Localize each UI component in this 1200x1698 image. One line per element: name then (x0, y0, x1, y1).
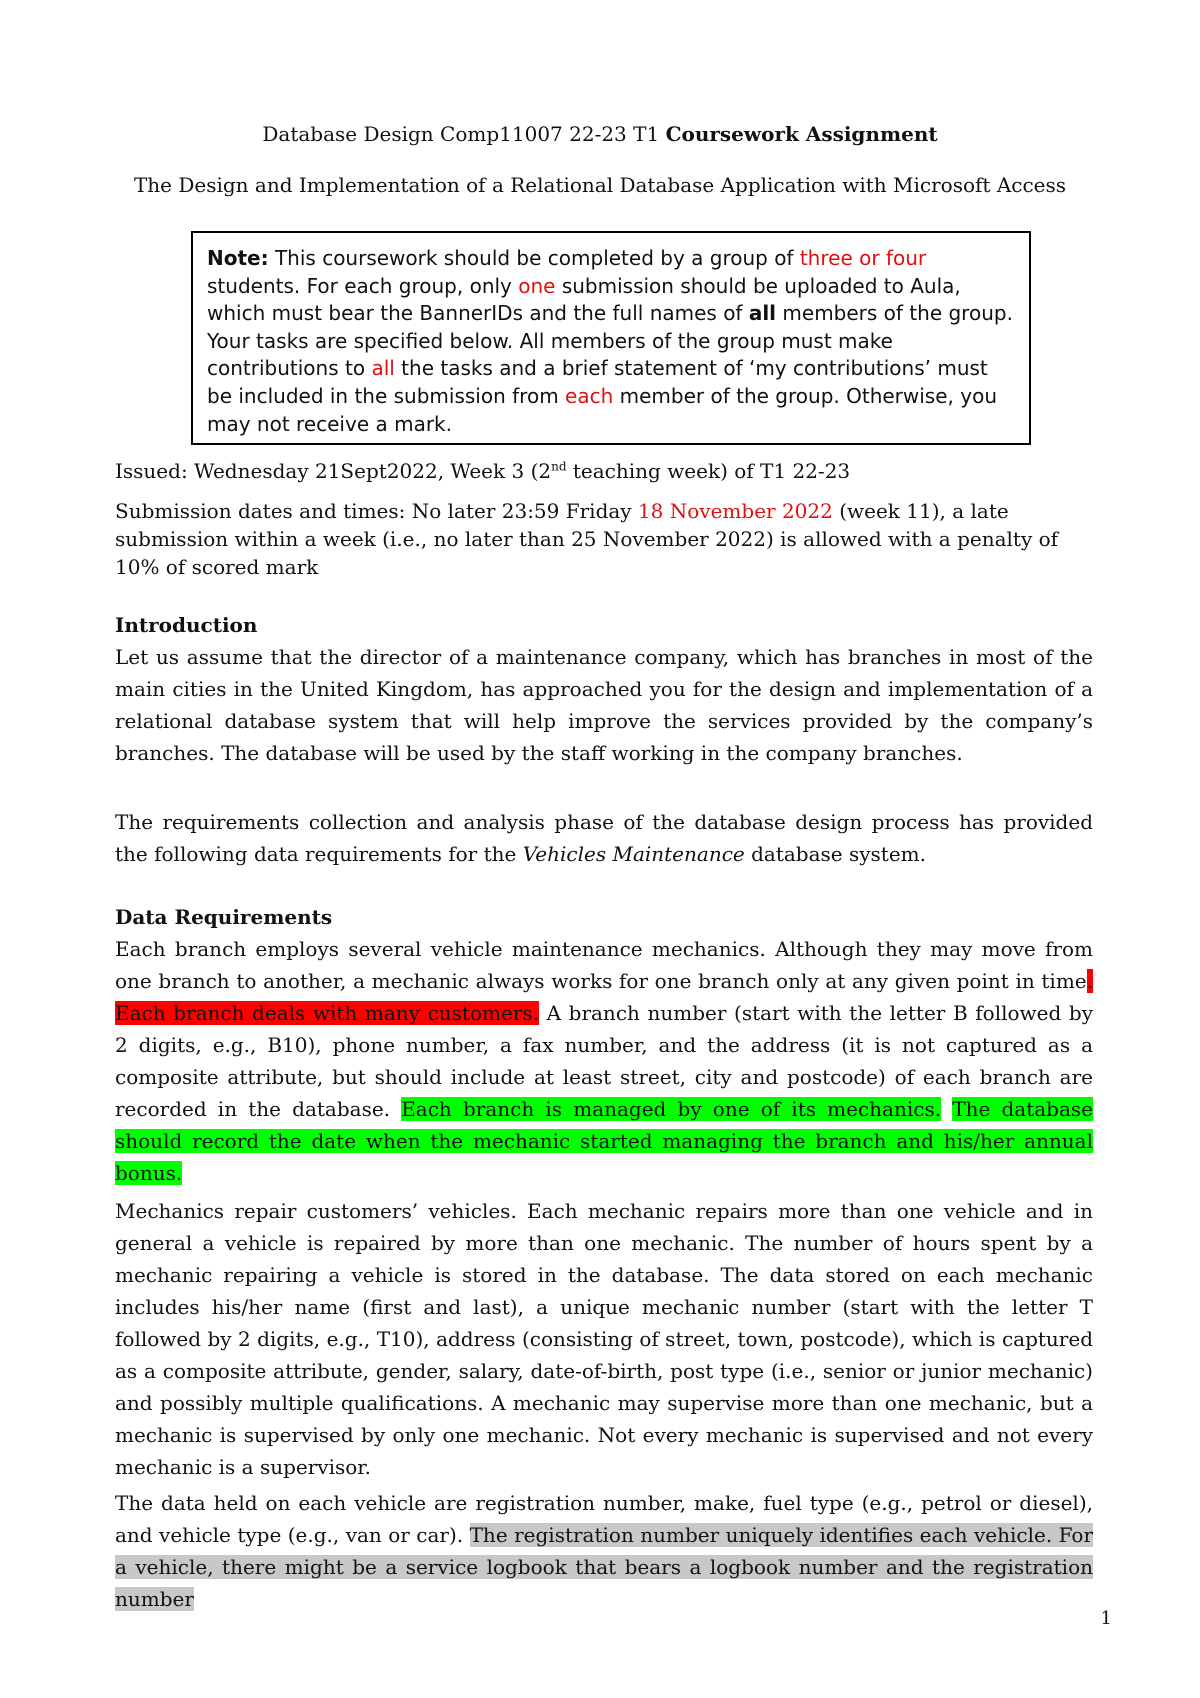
note-segment: member of the group. Otherwise, you may not receive a mark. (207, 383, 997, 436)
vehicle-text: The data held on each vehicle are registration number, make, fuel type (e.g., petrol or diesel), and vehicle type (e.g., van or car). (115, 1491, 1093, 1547)
vehicle-paragraph (115, 1487, 1093, 1615)
system-name-italic: Vehicles Maintenance (522, 842, 745, 866)
note-label: Note: (207, 246, 269, 270)
submission-text: (week 11), a late submission within a week (i.e., no later than 25 November 2022) is allowed with a penalty of 10% of scored mark (115, 499, 1059, 579)
highlight-gray: The registration number uniquely identifies each vehicle. For a vehicle, there might be a service logbook that bears a logbook number and the registration number (115, 1523, 1094, 1611)
issued-line (115, 456, 1093, 486)
introduction-paragraph: Let us assume that the director of a maintenance company, which has branches in most of the main cities in the United Kingdom, has approached you for the design and implementation of a relational database system that will help improve the services provided by the company’s branches. The database will be used by the staff working in the company branches. (115, 645, 1093, 765)
data-requirements-heading: Data Requirements (115, 905, 333, 929)
branch-paragraph (115, 933, 1093, 1189)
document-title (0, 122, 1200, 146)
note-segment: the tasks and a brief statement of ‘my contributions’ must be included in the submission from (207, 356, 988, 408)
note-box (191, 231, 1031, 445)
issued-superscript: nd (551, 459, 567, 474)
note-segment: This coursework should be completed by a group of (268, 246, 800, 270)
branch-text (941, 1097, 952, 1121)
title-bold-text: Coursework Assignment (665, 122, 938, 146)
requirements-text: The requirements collection and analysis phase of the database design process has provided the following data requirements for the (115, 810, 1093, 866)
note-segment: students. For each group, only (207, 273, 519, 298)
issued-text: Issued: Wednesday 21Sept2022, Week 3 (2 (115, 459, 552, 483)
highlight-green: The database should record the date when the mechanic started managing the branch and his/her annual bonus. (115, 1097, 1093, 1185)
mechanic-paragraph: Mechanics repair customers’ vehicles. Each mechanic repairs more than one vehicle and in general a vehicle is repaired by more than one mechanic. The number of hours spent by a mechanic repairing a vehicle is stored in the database. The data stored on each mechanic includes his/her name (first and last), a unique mechanic number (start with the letter T followed by 2 digits, e.g., T10), address (consisting of street, town, postcode), which is captured as a composite attribute, gender, salary, date-of-birth, post type (i.e., senior or junior mechanic) and possibly multiple qualifications. A mechanic may supervise more than one mechanic, but a mechanic is supervised by only one mechanic. Not every mechanic is supervised and not every mechanic is a supervisor. (115, 1199, 1093, 1479)
highlight-red: . Each branch deals with many customers. (115, 969, 1093, 1025)
requirements-paragraph (115, 806, 1093, 870)
note-red-group-size: three or four (799, 246, 927, 270)
note-red-one: one (518, 273, 556, 298)
note-red-all: all (371, 356, 395, 381)
submission-paragraph (115, 497, 1093, 581)
highlight-green: Each branch is managed by one of its mechanics. (401, 1097, 942, 1121)
note-text (207, 245, 1015, 438)
branch-text: Each branch employs several vehicle maintenance mechanics. Although they may move from one branch to another, a mechanic always works for one branch only at any given point in time (115, 937, 1093, 993)
branch-text: A branch number (start with the letter B followed by 2 digits, e.g., B10), phone number, a fax number, and the address (it is not captured as a composite attribute, but should include at least street, city and postcode) of each branch are recorded in the database. (115, 1001, 1093, 1121)
note-segment: submission should be uploaded to Aula, which must bear the BannerIDs and the full names of (207, 273, 961, 326)
introduction-heading: Introduction (115, 613, 258, 637)
submission-text: Submission dates and times: No later 23:59 Friday (115, 499, 638, 523)
issued-text: teaching week) of T1 22-23 (566, 459, 851, 483)
requirements-text: database system. (744, 842, 926, 866)
document-subtitle: The Design and Implementation of a Relational Database Application with Microsoft Access (133, 173, 1067, 197)
submission-deadline: 18 November 2022 (637, 499, 833, 523)
note-segment: members of the group. Your tasks are specified below. All members of the group must make contributions to (207, 301, 1013, 381)
note-red-each: each (565, 383, 614, 408)
page-number: 1 (1100, 1608, 1112, 1629)
note-bold-all: all (748, 301, 777, 326)
title-text: Database Design Comp11007 22-23 T1 (262, 122, 666, 146)
